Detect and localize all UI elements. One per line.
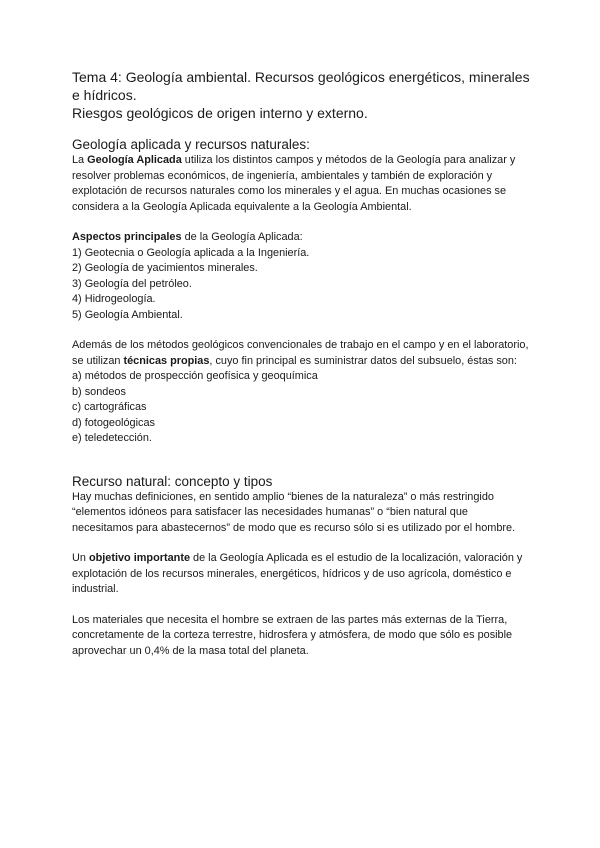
objective-pre: Un xyxy=(72,552,89,564)
aspects-list xyxy=(72,246,532,324)
definitions-paragraph: Hay muchas definiciones, en sentido amplio “bienes de la naturaleza” o más restringido “elementos idóneos para satisfacer las necesidades humanas” o “bien natural que necesitamos para abastecernos” de modo que es recurso sólo si es utilizado por el hombre. xyxy=(72,490,516,534)
list-item: b) sondeos xyxy=(72,385,126,398)
objective-bold: objetivo importante xyxy=(88,552,190,564)
list-item: 5) Geología Ambiental. xyxy=(72,308,183,321)
materials-paragraph: Los materiales que necesita el hombre se extraen de las partes más externas de la Tierra, concretamente de la corteza terrestre, hidrosfera y atmósfera, de modo que sólo es posible aprovechar un 0,4% de la masa total del planeta. xyxy=(72,613,513,657)
section-heading-natural-resource: Recurso natural: concepto y tipos xyxy=(72,473,273,489)
section-heading-applied-geology: Geología aplicada y recursos naturales: xyxy=(72,137,310,152)
aspects-bold: Aspectos principales xyxy=(72,231,182,243)
title-line-2: Riesgos geológicos de origen interno y externo. xyxy=(72,105,368,121)
objective-post: de la Geología Aplicada es el estudio de la localización, valoración y explotación de los recursos minerales, energéticos, hídricos y de uso agrícola, doméstico e industrial. xyxy=(72,552,523,595)
list-item: e) teledetección. xyxy=(72,432,152,444)
list-item: d) fotogeológicas xyxy=(72,416,155,429)
list-item: 1) Geotecnia o Geología aplicada a la Ingeniería. xyxy=(72,246,310,259)
methods-pre: Además de los métodos geológicos convencionales de trabajo en el campo y en el laboratorio, se utilizan xyxy=(72,339,529,367)
list-item: a) métodos de prospección geofísica y geoquímica xyxy=(72,370,318,382)
list-item: 4) Hidrogeología. xyxy=(72,293,156,305)
list-item: 2) Geología de yacimientos minerales. xyxy=(72,262,258,274)
list-item: c) cartográficas xyxy=(72,401,147,413)
intro-paragraph xyxy=(72,153,532,215)
methods-post: , cuyo fin principal es suministrar datos del subsuelo, éstas son: xyxy=(209,354,517,367)
page-title xyxy=(72,68,532,122)
intro-bold: Geología Aplicada xyxy=(87,154,182,166)
intro-post: utiliza los distintos campos y métodos de la Geología para analizar y resolver problemas económicos, de ingeniería, ambientales y también de exploración y explotación de recursos naturales como los minerales y el agua. En muchas ocasiones se considera a la Geología Aplicada equivalente a la Geología Ambiental. xyxy=(72,154,516,213)
title-line-1: Tema 4: Geología ambiental. Recursos geológicos energéticos, minerales e hídricos. xyxy=(72,69,530,103)
aspects-heading xyxy=(72,230,532,246)
list-item: 3) Geología del petróleo. xyxy=(72,277,192,290)
aspects-post: de la Geología Aplicada: xyxy=(181,231,303,243)
page-content xyxy=(72,68,532,659)
techniques-list xyxy=(72,369,532,447)
methods-bold: técnicas propias xyxy=(123,354,210,367)
methods-paragraph xyxy=(72,338,532,369)
objective-paragraph xyxy=(72,551,532,598)
intro-pre: La xyxy=(72,154,88,166)
